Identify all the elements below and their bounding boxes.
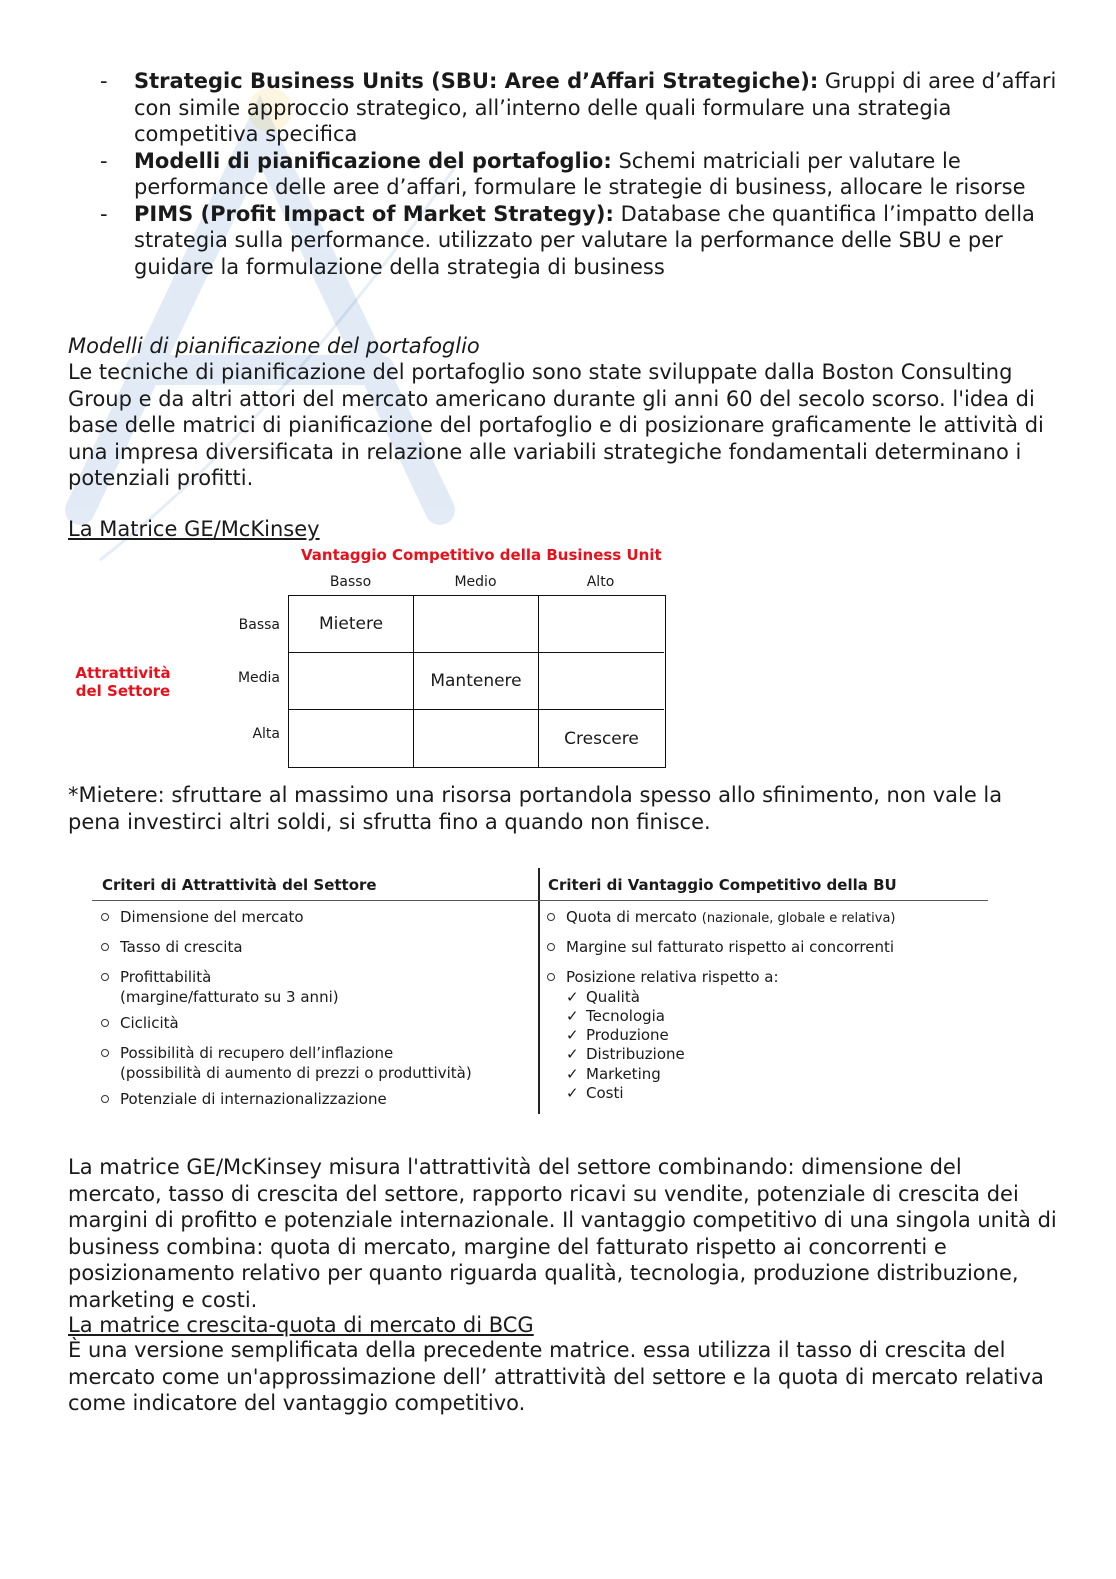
bullet-circle-icon bbox=[101, 973, 109, 981]
section-paragraph-modelli: Le tecniche di pianificazione del portafoglio sono state sviluppate dalla Boston Consulting Group e da altri attori del mercato americano durante gli anni 60 del secolo scorso. l'idea di base delle matrici di pianificazione del portafoglio e di posizionare graficamente le attività di una impresa diversificata in relazione alle variabili strategiche fondamentali determinano i potenziali profitti. bbox=[68, 360, 1044, 490]
bullet-term: PIMS (Profit Impact of Market Strategy): bbox=[134, 201, 614, 226]
paragraph-bcg-description: È una versione semplificata della precedente matrice. essa utilizza il tasso di crescita del mercato come un'approssimazione dell’ attrattività del settore e la quota di mercato relativa come indicatore del vantaggio competitivo. bbox=[68, 1338, 1044, 1415]
check-item-text: Marketing bbox=[586, 1065, 661, 1083]
ge-matrix-grid bbox=[288, 595, 666, 768]
check-item bbox=[566, 988, 640, 1008]
criteria-item-text: Quota di mercato bbox=[566, 908, 697, 926]
criteria-item-text: Margine sul fatturato rispetto ai concorrenti bbox=[566, 938, 895, 956]
ge-cell bbox=[414, 710, 539, 767]
criteria-left-item bbox=[92, 1044, 472, 1083]
criteria-right-header: Criteri di Vantaggio Competitivo della BU bbox=[548, 876, 897, 894]
criteria-left-item bbox=[92, 1090, 387, 1110]
check-item-text: Tecnologia bbox=[586, 1007, 665, 1025]
check-item bbox=[566, 1084, 624, 1104]
ge-col-label: Medio bbox=[454, 574, 497, 590]
criteria-item-text: Posizione relativa rispetto a: bbox=[566, 968, 779, 986]
criteria-right-item bbox=[538, 908, 895, 929]
ge-heading: La Matrice GE/McKinsey bbox=[68, 517, 320, 541]
check-item bbox=[566, 1065, 661, 1085]
ge-side-label-line: del Settore bbox=[75, 682, 171, 700]
checkmark-icon: ✓ bbox=[566, 1045, 579, 1063]
bullet-dash: - bbox=[100, 148, 108, 173]
criteria-item-text: Possibilità di recupero dell’inflazione bbox=[120, 1044, 394, 1062]
bullet-circle-icon bbox=[547, 913, 555, 921]
check-item bbox=[566, 1026, 669, 1046]
ge-col-label: Basso bbox=[329, 574, 372, 590]
bullet-item-modelli bbox=[68, 148, 1058, 201]
criteria-left-item bbox=[92, 938, 243, 958]
criteria-item-text: Dimensione del mercato bbox=[120, 908, 304, 926]
criteria-left-item bbox=[92, 1014, 179, 1034]
bullet-circle-icon bbox=[547, 943, 555, 951]
ge-cell bbox=[539, 653, 664, 710]
ge-row-label: Bassa bbox=[238, 617, 280, 633]
check-item bbox=[566, 1007, 665, 1027]
note-mietere: *Mietere: sfruttare al massimo una risorsa portandola spesso allo sfinimento, non vale la pena investirci altri soldi, si sfrutta fino a quando non finisce. bbox=[68, 783, 1003, 834]
criteria-left-item bbox=[92, 968, 339, 1007]
bullet-text: Gruppi di aree d’affari con simile approccio strategico, all’interno delle quali formulare una strategia competitiva specifica bbox=[134, 69, 1057, 146]
check-item-text: Produzione bbox=[586, 1026, 669, 1044]
criteria-right-item bbox=[538, 938, 894, 958]
check-item-text: Distribuzione bbox=[586, 1045, 685, 1063]
bullet-dash: - bbox=[100, 201, 108, 226]
bullet-circle-icon bbox=[547, 973, 555, 981]
bullet-item-pims bbox=[68, 201, 1058, 281]
checkmark-icon: ✓ bbox=[566, 1007, 579, 1025]
bullet-dash: - bbox=[100, 69, 108, 93]
criteria-item-sub: (possibilità di aumento di prezzi o produttività) bbox=[120, 1063, 472, 1082]
criteria-item-sub: (margine/fatturato su 3 anni) bbox=[120, 987, 339, 1006]
criteria-right-item bbox=[538, 968, 779, 988]
section-heading-modelli: Modelli di pianificazione del portafoglio bbox=[68, 334, 480, 358]
bullet-circle-icon bbox=[101, 1049, 109, 1057]
bullet-circle-icon bbox=[101, 943, 109, 951]
criteria-left-item bbox=[92, 908, 304, 928]
checkmark-icon: ✓ bbox=[566, 988, 579, 1006]
bullet-term: Strategic Business Units (SBU: Aree d’Affari Strategiche): bbox=[134, 69, 819, 93]
ge-side-label bbox=[68, 664, 178, 700]
bullet-circle-icon bbox=[101, 1019, 109, 1027]
ge-cell bbox=[414, 596, 539, 653]
bullet-text: Database che quantifica l’impatto della strategia sulla performance. utilizzato per valutare la performance delle SBU e per guidare la formulazione della strategia di business bbox=[134, 201, 1035, 279]
ge-cell bbox=[289, 710, 414, 767]
bullet-circle-icon bbox=[101, 913, 109, 921]
criteria-item-small: (nazionale, globale e relativa) bbox=[701, 911, 896, 926]
criteria-item-text: Ciclicità bbox=[120, 1014, 179, 1032]
check-item bbox=[566, 1045, 685, 1065]
check-item-text: Costi bbox=[586, 1084, 624, 1102]
check-item-text: Qualità bbox=[586, 988, 640, 1006]
ge-row-label: Media bbox=[237, 670, 280, 686]
ge-cell: Mietere bbox=[289, 596, 414, 653]
criteria-divider-horizontal bbox=[92, 900, 988, 901]
paragraph-ge-description: La matrice GE/McKinsey misura l'attrattività del settore combinando: dimensione del mercato, tasso di crescita del settore, rapporto ricavi su vendite, potenziale di crescita dei margini di profitto e potenziale internazionale. Il vantaggio competitivo di una singola unità di business combina: quota di mercato, margine del fatturato rispetto ai concorrenti e posizionamento relativo per quanto riguarda qualità, tecnologia, produzione distribuzione, marketing e costi. bbox=[68, 1155, 1057, 1312]
bullet-item-sbu bbox=[68, 68, 1058, 148]
checkmark-icon: ✓ bbox=[566, 1026, 579, 1044]
checkmark-icon: ✓ bbox=[566, 1084, 579, 1102]
ge-matrix-title: Vantaggio Competitivo della Business Unit bbox=[301, 546, 662, 564]
ge-cell: Crescere bbox=[564, 728, 639, 749]
criteria-divider-vertical bbox=[538, 868, 540, 1114]
bullet-list bbox=[68, 68, 1058, 280]
ge-col-label: Alto bbox=[586, 574, 615, 590]
criteria-table bbox=[92, 868, 992, 1118]
ge-side-label-line: Attrattività bbox=[75, 664, 171, 682]
bcg-heading: La matrice crescita-quota di mercato di BCG bbox=[68, 1313, 534, 1337]
checkmark-icon: ✓ bbox=[566, 1065, 579, 1083]
ge-cell bbox=[289, 653, 414, 710]
bullet-term: Modelli di pianificazione del portafoglio: bbox=[134, 148, 612, 173]
bullet-text: Schemi matriciali per valutare le performance delle aree d’affari, formulare le strategie di business, allocare le risorse bbox=[134, 148, 1026, 199]
criteria-left-header: Criteri di Attrattività del Settore bbox=[102, 876, 377, 894]
ge-cell: Mantenere bbox=[414, 653, 539, 710]
ge-row-label: Alta bbox=[252, 726, 280, 742]
criteria-item-text: Tasso di crescita bbox=[120, 938, 243, 956]
ge-matrix-figure bbox=[68, 546, 688, 781]
criteria-item-text: Potenziale di internazionalizzazione bbox=[120, 1090, 387, 1108]
bullet-circle-icon bbox=[101, 1095, 109, 1103]
ge-cell bbox=[539, 596, 664, 653]
criteria-item-text: Profittabilità bbox=[120, 968, 212, 986]
